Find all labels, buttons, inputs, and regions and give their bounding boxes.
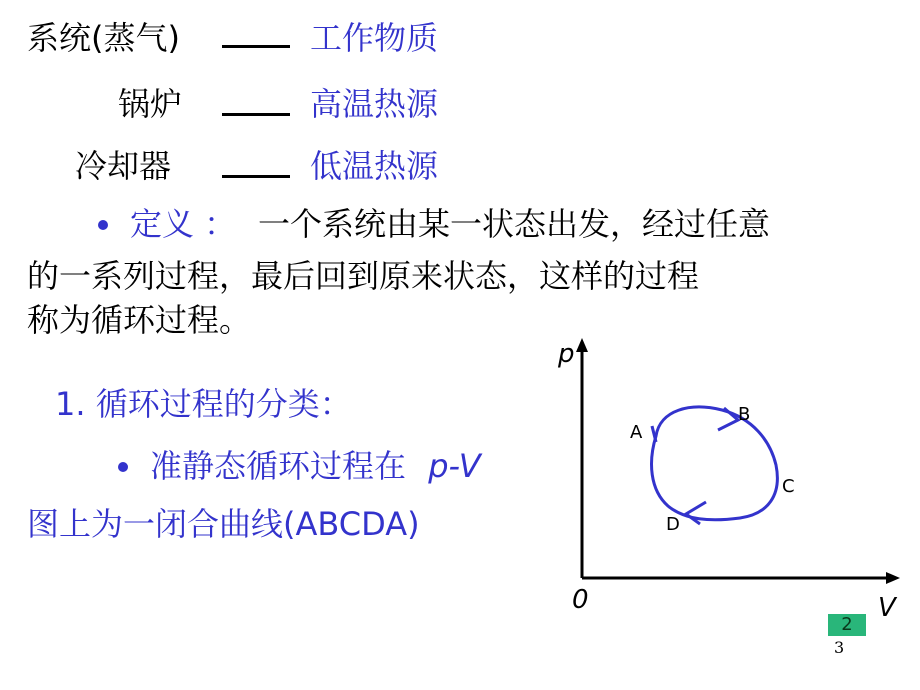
arrow-bottom — [686, 502, 706, 524]
term-boiler: 锅炉 — [118, 85, 183, 123]
page-number: 3 — [834, 638, 845, 657]
point-d-label: D — [666, 514, 680, 535]
p-axis-label: p — [558, 339, 575, 369]
definition-label: 定义 ： — [130, 205, 237, 243]
origin-label: 0 — [572, 585, 589, 615]
meaning-working-substance: 工作物质 — [310, 19, 439, 57]
definition-line-3: 称为循环过程。 — [27, 301, 252, 339]
term-system: 系统(蒸气) — [27, 19, 180, 57]
meaning-high-temp-source: 高温热源 — [310, 85, 439, 123]
definition-line-1: 一个系统由某一状态出发，经过任意 — [258, 205, 771, 243]
p-axis-arrow — [576, 338, 588, 352]
quasi-static-line-2: 图上为一闭合曲线(ABCDA) — [27, 505, 420, 543]
point-c-label: C — [782, 476, 795, 497]
v-axis-arrow — [886, 572, 900, 584]
definition-line-2: 的一系列过程，最后回到原来状态，这样的过程 — [27, 257, 700, 295]
v-axis-label: V — [878, 593, 896, 623]
term-cooler: 冷却器 — [75, 147, 172, 185]
point-a-tick — [652, 426, 656, 442]
section-heading: 1. 循环过程的分类： — [55, 385, 352, 423]
slide-number-badge — [828, 614, 866, 636]
quasi-static-text-main: 准静态循环过程在 — [150, 447, 407, 485]
cycle-curve — [652, 407, 778, 520]
point-b-label: B — [738, 404, 751, 425]
point-a-label: A — [630, 422, 643, 443]
slide-number-badge-text: 2 — [841, 614, 853, 635]
pv-italic: p-V — [428, 447, 481, 485]
meaning-low-temp-source: 低温热源 — [310, 147, 439, 185]
arrow-top — [718, 408, 738, 430]
